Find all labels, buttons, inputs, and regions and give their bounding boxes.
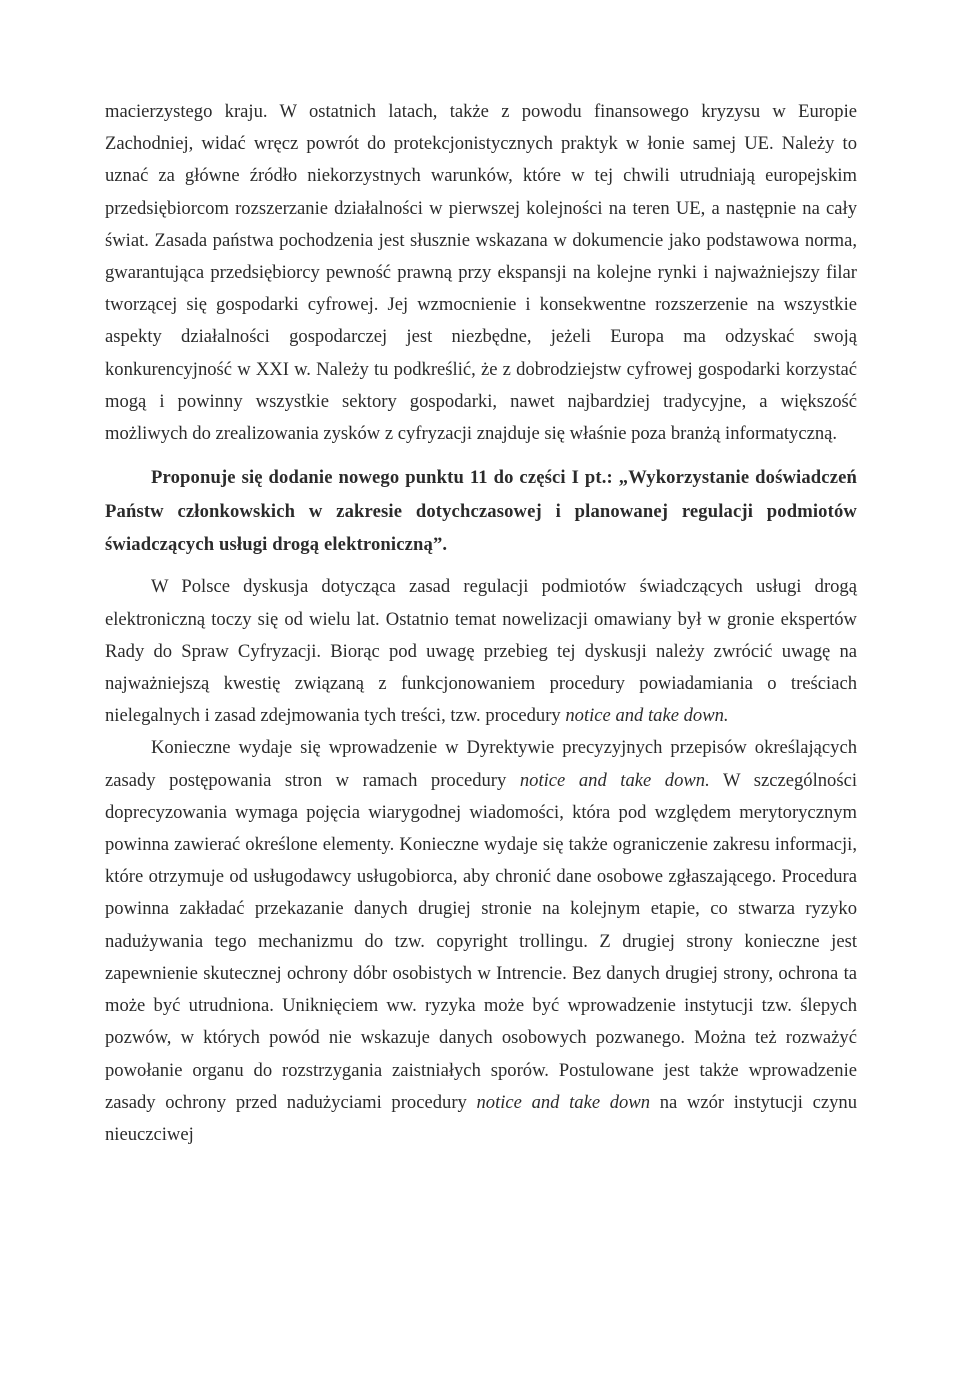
paragraph-4-italic-term-1: notice and take down. [519, 769, 710, 791]
paragraph-1 [105, 96, 857, 450]
document-page [105, 96, 857, 1151]
paragraph-3-text: W Polsce dyskusja dotycząca zasad regulacji podmiotów świadczących usługi drogą elektroniczną toczy się od wielu lat. Ostatnio temat nowelizacji omawiany był w gronie ekspertów Rady do Spraw Cyfryzacji. Biorąc pod uwagę przebieg tej dyskusji należy zwrócić uwagę na najważniejszą kwestię związaną z funkcjonowaniem procedury powiadamiania o treściach nielegalnych i zasad zdejmowania tych treści, tzw. procedury [105, 576, 857, 727]
paragraph-2-proposal [105, 461, 857, 561]
paragraph-3-italic-term: notice and take down. [565, 705, 729, 727]
paragraph-2-text: Proponuje się dodanie nowego punktu 11 do części I pt.: „Wykorzystanie doświadczeń Państw członkowskich w zakresie dotychczasowej i planowanej regulacji podmiotów świadczących usługi drogą elektroniczną”. [105, 467, 857, 556]
paragraph-3 [105, 571, 857, 732]
paragraph-4-text-a: Konieczne wydaje się wprowadzenie w Dyrektywie precyzyjnych przepisów określających zasady postępowania stron w ramach procedury [105, 737, 857, 791]
paragraph-4-text-b: W szczególności doprecyzowania wymaga pojęcia wiarygodnej wiadomości, która pod względem merytorycznym powinna zawierać określone elementy. Konieczne wydaje się także ograniczenie zakresu informacji, które otrzymuje od usługodawcy usługobiorca, aby chronić dane osobowe zgłaszającego. Procedura powinna zakładać przekazanie danych drugiej stronie na kolejnym etapie, co stwarza ryzyko nadużywania tego mechanizmu do tzw. copyright trollingu. Z drugiej strony konieczne jest zapewnienie skutecznej ochrony dóbr osobistych w Intrencie. Bez danych drugiej strony, ochrona ta może być utrudniona. Uniknięciem ww. ryzyka może być wprowadzenie instytucji tzw. ślepych pozwów, w których powód nie wskazuje danych osobowych pozwanego. Można też rozważyć powołanie organu do rozstrzygania zaistniałych sporów. Postulowane jest także wprowadzenie zasady ochrony przed nadużyciami procedury [105, 769, 858, 1113]
paragraph-4-italic-term-2: notice and take down [476, 1091, 651, 1113]
paragraph-4-text-c: na wzór instytucji czynu nieuczciwej [105, 1091, 858, 1145]
paragraph-1-text: macierzystego kraju. W ostatnich latach, także z powodu finansowego kryzysu w Europie Zachodniej, widać wręcz powrót do protekcjonistycznych praktyk w łonie samej UE. Należy to uznać za główne źródło niekorzystnych warunków, które w tej chwili utrudniają europejskim przedsiębiorcom rozszerzanie działalności w pierwszej kolejności na teren UE, a następnie na cały świat. Zasada państwa pochodzenia jest słusznie wskazana w dokumencie jako podstawowa norma, gwarantująca przedsiębiorcy pewność prawną przy ekspansji na kolejne rynki i najważniejszy filar tworzącej się gospodarki cyfrowej. Jej wzmocnienie i konsekwentne rozszerzenie na wszystkie aspekty działalności gospodarczej jest niezbędne, jeżeli Europa ma odzyskać swoją konkurencyjność w XXI w. Należy tu podkreślić, że z dobrodziejstw cyfrowej gospodarki korzystać mogą i powinny wszystkie sektory gospodarki, nawet najbardziej tradycyjne, a większość możliwych do zrealizowania zysków z cyfryzacji znajduje się właśnie poza branżą informatyczną. [105, 101, 857, 445]
paragraph-4 [105, 732, 857, 1151]
